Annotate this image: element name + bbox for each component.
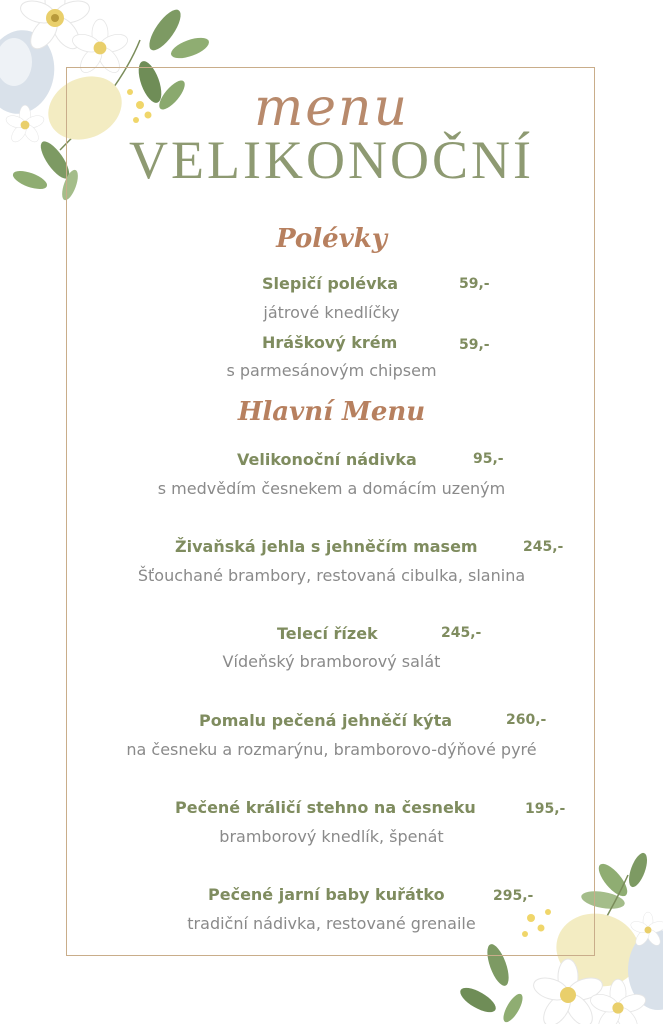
menu-item-name: Velikonoční nádivka: [237, 450, 417, 469]
menu-item-name: Slepičí polévka: [262, 274, 398, 293]
menu-item-price: 245,-: [523, 539, 564, 555]
menu-item-name: Hráškový krém: [262, 333, 398, 352]
menu-item-description: s medvědím česnekem a domácím uzeným: [157, 479, 506, 498]
menu-item-price: 59,-: [459, 337, 490, 353]
page-title: VELIKONOČNÍ: [129, 130, 534, 190]
section-title-main-menu: Hlavní Menu: [237, 397, 426, 427]
menu-item-price: 245,-: [441, 625, 482, 641]
menu-item-description: s parmesánovým chipsem: [226, 361, 437, 380]
menu-item-name: Pečené králičí stehno na česneku: [175, 798, 476, 817]
menu-item-price: 295,-: [493, 888, 534, 904]
menu-item-description: Šťouchané brambory, restovaná cibulka, slanina: [137, 566, 526, 585]
section-title-soups: Polévky: [276, 224, 387, 254]
menu-item-name: Pomalu pečená jehněčí kýta: [199, 711, 453, 730]
menu-item-price: 260,-: [506, 712, 547, 728]
menu-border-frame: [66, 67, 595, 956]
menu-item-name: Pečené jarní baby kuřátko: [208, 885, 445, 904]
menu-item-description: játrové knedlíčky: [263, 303, 400, 322]
menu-item-price: 95,-: [473, 451, 504, 467]
menu-item-description: tradiční nádivka, restované grenaile: [187, 914, 476, 933]
menu-item-description: na česneku a rozmarýnu, bramborovo-dýňové pyré: [126, 740, 537, 759]
menu-item-name: Živaňská jehla s jehněčím masem: [175, 537, 478, 556]
menu-item-price: 59,-: [459, 276, 490, 292]
menu-script-title: menu: [253, 78, 410, 138]
menu-item-description: Vídeňský bramborový salát: [222, 652, 441, 671]
menu-item-description: bramborový knedlík, špenát: [219, 827, 444, 846]
menu-item-name: Telecí řízek: [277, 624, 378, 643]
menu-item-price: 195,-: [525, 801, 566, 817]
